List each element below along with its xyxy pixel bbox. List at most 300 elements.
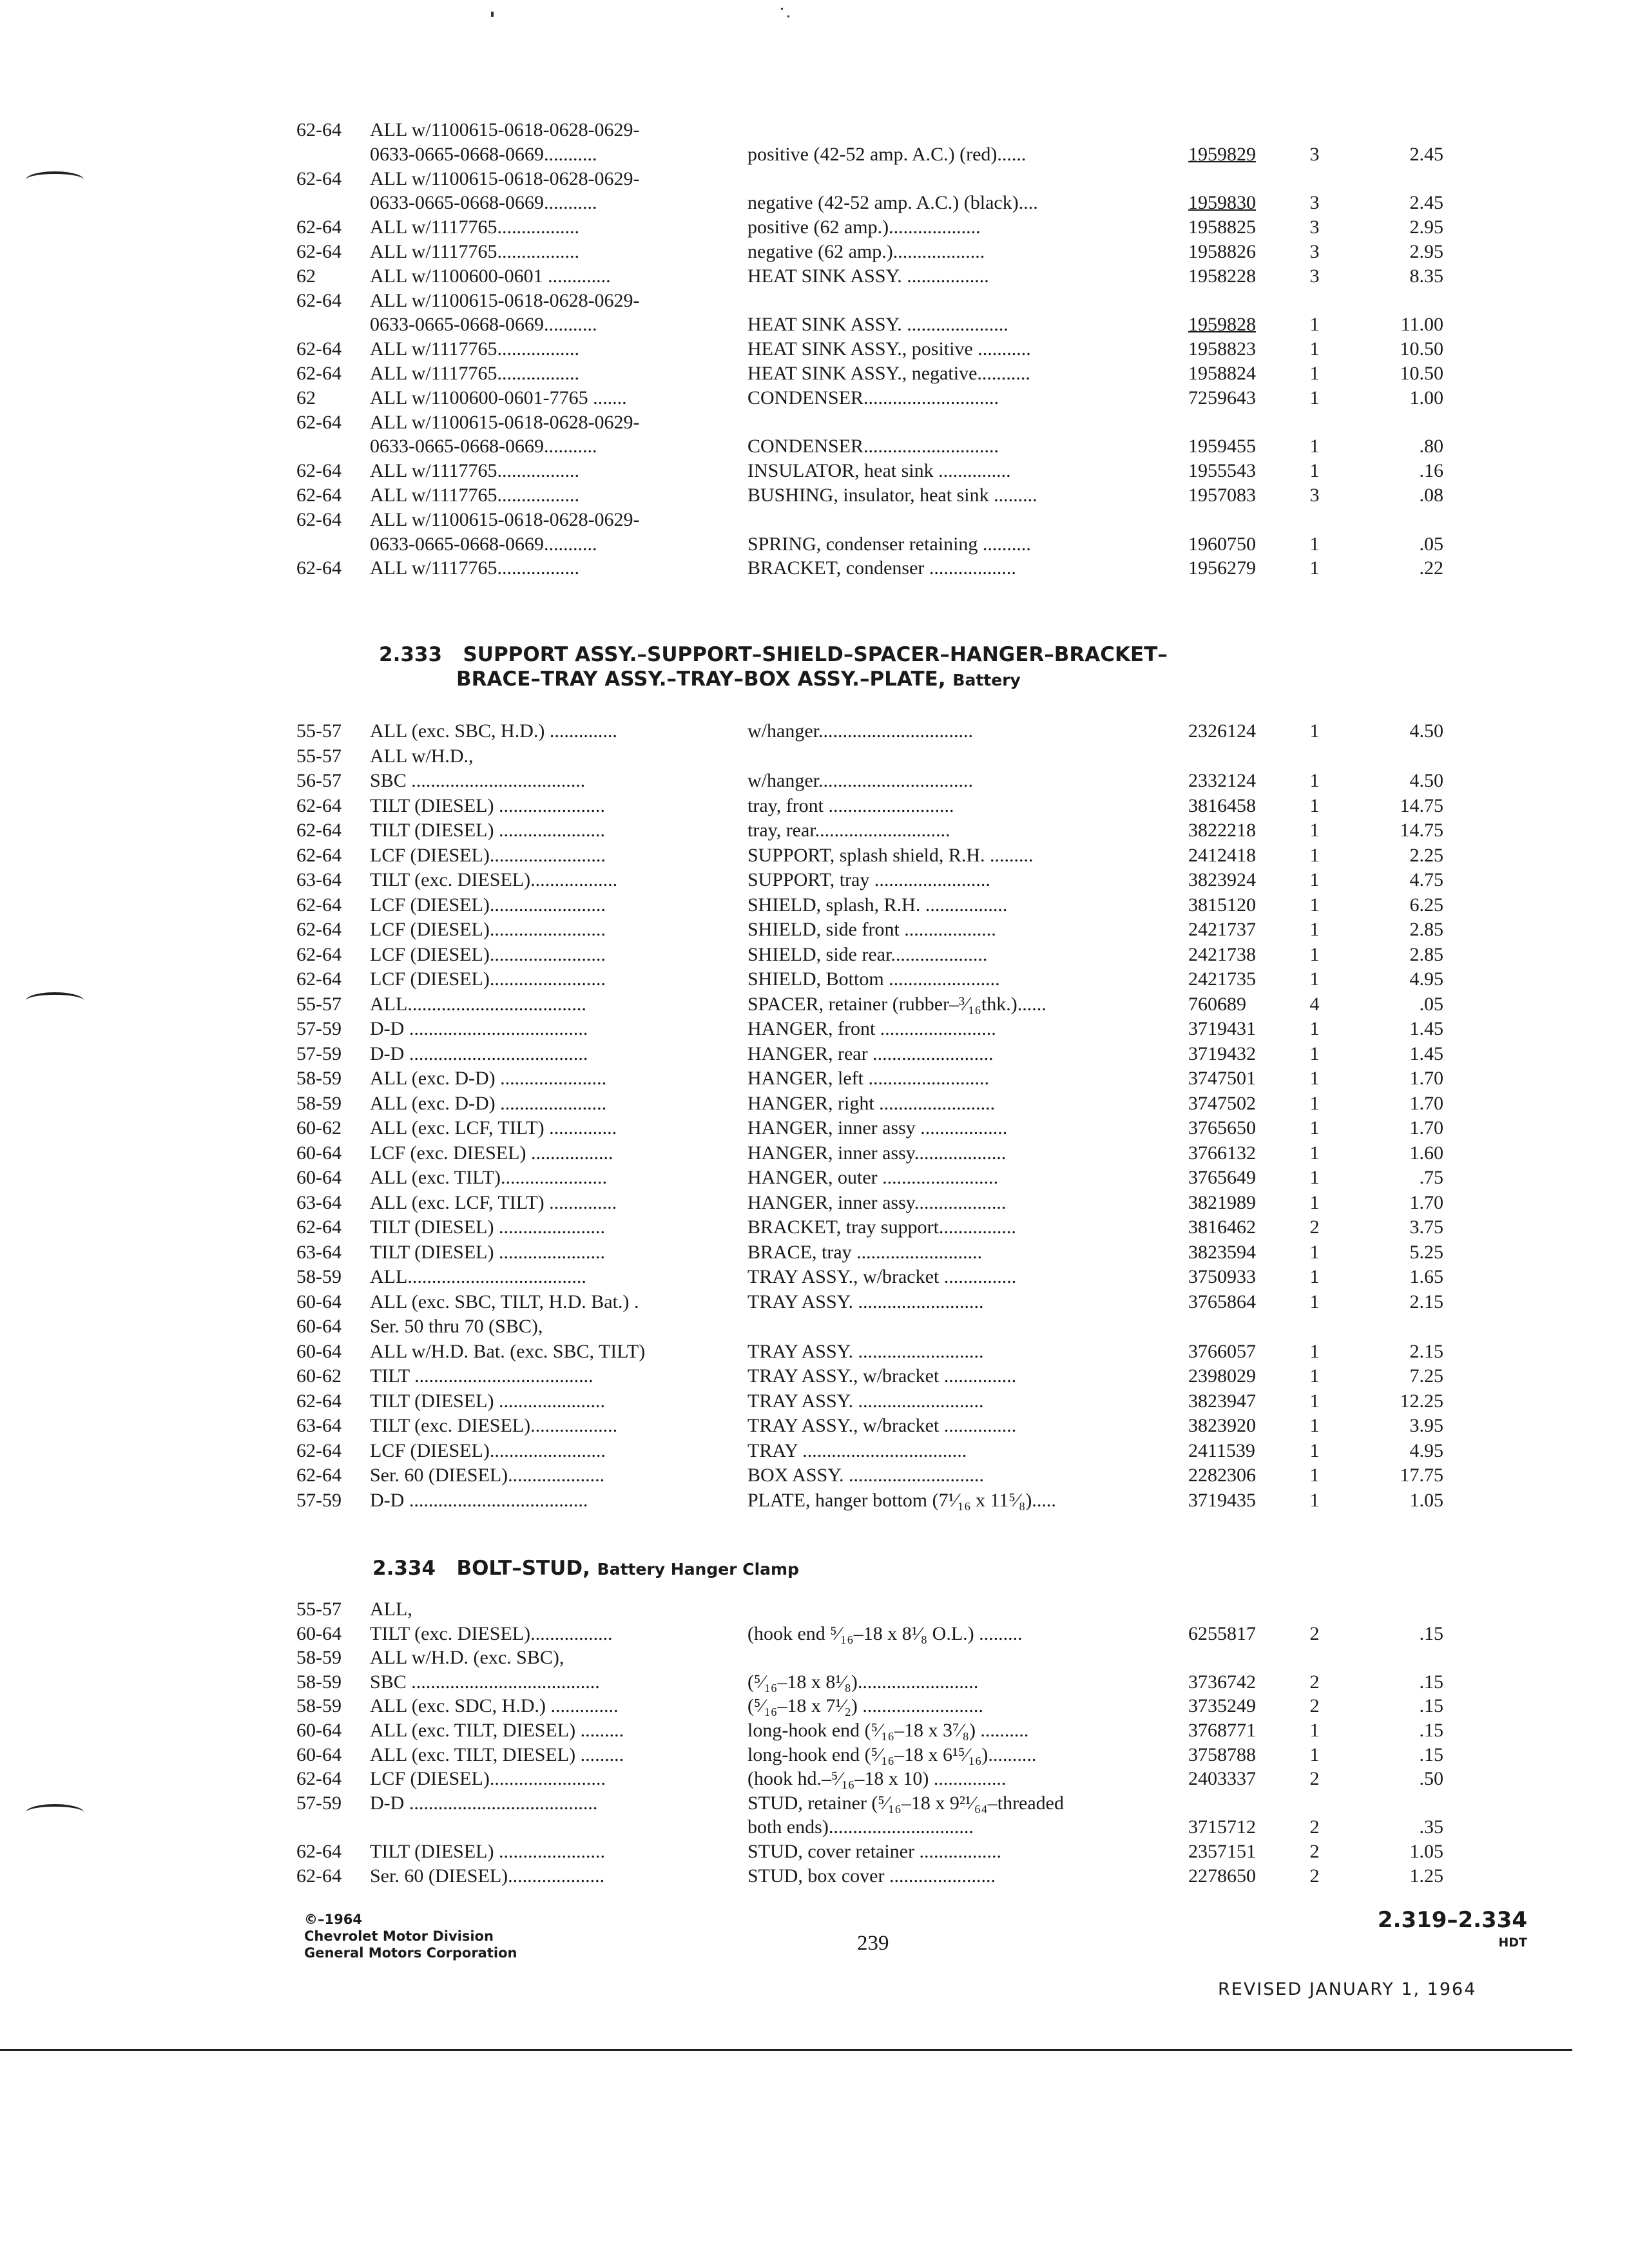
part-number: 3823920 [1188, 1415, 1256, 1436]
part-description: BRACKET, condenser .................. [747, 557, 1016, 579]
model-year: 60-64 [296, 1142, 342, 1164]
part-number: 3823594 [1188, 1241, 1256, 1263]
table-row [0, 744, 1629, 769]
model-year: 62-64 [296, 119, 342, 140]
table-row [0, 1115, 1629, 1141]
table-row [0, 1597, 1629, 1622]
table-row [0, 1814, 1629, 1840]
part-number: 1959830 [1188, 192, 1256, 214]
part-number: 1958228 [1188, 265, 1256, 287]
section-title-suffix: Battery Hanger Clamp [597, 1560, 799, 1579]
model-year: 55-57 [296, 745, 342, 767]
price: 4.75 [1409, 869, 1443, 890]
model-application: LCF (DIESEL)........................ [370, 919, 606, 940]
section-number: 2.333 [379, 643, 443, 666]
model-year: 62-64 [296, 338, 342, 360]
model-year: 63-64 [296, 869, 342, 890]
quantity: 3 [1309, 265, 1320, 287]
model-year: 63-64 [296, 1241, 342, 1263]
part-number: 3719432 [1188, 1043, 1256, 1064]
price: 2.45 [1409, 192, 1443, 214]
table-row [0, 1140, 1629, 1166]
model-application: SBC .................................... [370, 770, 586, 791]
quantity: 1 [1309, 820, 1320, 841]
part-number: 1959828 [1188, 314, 1256, 336]
section-range: 2.319–2.334 [1377, 1907, 1527, 1933]
table-row [0, 1438, 1629, 1464]
quantity: 1 [1309, 1489, 1320, 1511]
price: .15 [1419, 1744, 1443, 1765]
price: .50 [1419, 1768, 1443, 1790]
price: .05 [1419, 993, 1443, 1015]
model-year: 60-64 [296, 1744, 342, 1765]
part-description: both ends).............................. [747, 1816, 974, 1838]
part-description: BOX ASSY. ............................ [747, 1465, 985, 1486]
table-row [0, 117, 1629, 143]
quantity: 1 [1309, 1241, 1320, 1263]
quantity: 1 [1309, 720, 1320, 742]
price: 6.25 [1409, 894, 1443, 916]
part-number: 3816458 [1188, 794, 1256, 816]
part-number: 3822218 [1188, 820, 1256, 841]
part-description: STUD, cover retainer ................. [747, 1841, 1002, 1862]
table-row [0, 458, 1629, 484]
model-year: 62-64 [296, 241, 342, 262]
part-description: TRAY ASSY. .......................... [747, 1340, 984, 1362]
model-year: 60-64 [296, 1291, 342, 1312]
part-number: 2421738 [1188, 943, 1256, 965]
model-year: 57-59 [296, 1018, 342, 1039]
quantity: 1 [1309, 533, 1320, 555]
model-application: LCF (DIESEL)........................ [370, 894, 606, 916]
price: 3.75 [1409, 1216, 1443, 1238]
model-application: ALL..................................... [370, 993, 586, 1015]
price: 1.70 [1409, 1068, 1443, 1089]
model-application: ALL w/H.D. (exc. SBC), [370, 1647, 564, 1669]
table-row [0, 215, 1629, 240]
quantity: 3 [1309, 241, 1320, 262]
model-application: D-D ....................................... [370, 1792, 598, 1814]
table-row [0, 1240, 1629, 1265]
part-description: HEAT SINK ASSY., negative........... [747, 363, 1030, 384]
part-number: 3765650 [1188, 1117, 1256, 1139]
model-application: D-D ..................................... [370, 1489, 588, 1511]
model-application: 0633-0665-0668-0669........... [370, 436, 597, 457]
part-number: 1957083 [1188, 485, 1256, 506]
table-row [0, 966, 1629, 992]
table-row [0, 843, 1629, 869]
price: 1.00 [1409, 387, 1443, 408]
part-number: 3715712 [1188, 1816, 1256, 1838]
model-application: ALL w/1117765................. [370, 338, 579, 360]
scan-speck [781, 8, 783, 10]
quantity: 1 [1309, 1117, 1320, 1139]
price: 1.65 [1409, 1266, 1443, 1287]
table-row [0, 507, 1629, 533]
table-row [0, 190, 1629, 216]
quantity: 1 [1309, 363, 1320, 384]
model-application: ALL w/1100615-0618-0628-0629- [370, 289, 640, 311]
quantity: 1 [1309, 844, 1320, 866]
price: 1.60 [1409, 1142, 1443, 1164]
quantity: 2 [1309, 1622, 1320, 1644]
model-application: TILT (exc. DIESEL).................. [370, 1415, 618, 1436]
quantity: 1 [1309, 387, 1320, 408]
model-year: 62-64 [296, 1465, 342, 1486]
part-description: PLATE, hanger bottom (7¹⁄₁₆ x 11⁵⁄₈)..... [747, 1489, 1056, 1511]
part-number: 3768771 [1188, 1720, 1256, 1741]
model-application: TILT (DIESEL) ...................... [370, 1241, 605, 1263]
quantity: 1 [1309, 1720, 1320, 1741]
model-application: ALL w/1117765................. [370, 363, 579, 384]
quantity: 3 [1309, 192, 1320, 214]
table-row [0, 1314, 1629, 1340]
table-row [0, 1863, 1629, 1889]
model-year: 62-64 [296, 794, 342, 816]
table-row [0, 1488, 1629, 1514]
quantity: 1 [1309, 1018, 1320, 1039]
part-description: SHIELD, splash, R.H. ................. [747, 894, 1008, 916]
part-description: TRAY ASSY., w/bracket ............... [747, 1266, 1017, 1287]
model-year: 63-64 [296, 1415, 342, 1436]
table-row [0, 1718, 1629, 1744]
price: .22 [1419, 557, 1443, 579]
quantity: 1 [1309, 1266, 1320, 1287]
model-application: ALL w/1100615-0618-0628-0629- [370, 168, 640, 189]
copyright-text: ©–1964 [304, 1912, 362, 1927]
table-row [0, 1839, 1629, 1865]
part-number: 1958826 [1188, 241, 1256, 262]
part-description: TRAY ASSY. .......................... [747, 1390, 984, 1412]
price: 1.25 [1409, 1865, 1443, 1887]
table-row [0, 1066, 1629, 1091]
part-number: 3765864 [1188, 1291, 1256, 1312]
model-year: 55-57 [296, 1599, 342, 1620]
price: 8.35 [1409, 265, 1443, 287]
model-year: 62-64 [296, 968, 342, 990]
table-row [0, 1190, 1629, 1216]
table-row [0, 410, 1629, 436]
part-description: SHIELD, Bottom ....................... [747, 968, 1000, 990]
price: 2.85 [1409, 943, 1443, 965]
price: 1.70 [1409, 1092, 1443, 1114]
corporation-text: General Motors Corporation [304, 1945, 517, 1961]
model-year: 62 [296, 387, 316, 408]
model-year: 62-64 [296, 919, 342, 940]
quantity: 1 [1309, 1365, 1320, 1387]
model-application: ALL (exc. TILT, DIESEL) ......... [370, 1720, 624, 1741]
quantity: 2 [1309, 1671, 1320, 1693]
quantity: 1 [1309, 1340, 1320, 1362]
table-row [0, 288, 1629, 314]
model-year: 62-64 [296, 1841, 342, 1862]
price: 1.45 [1409, 1018, 1443, 1039]
price: 1.70 [1409, 1117, 1443, 1139]
quantity: 1 [1309, 1068, 1320, 1089]
price: 4.95 [1409, 1439, 1443, 1461]
part-number: 3766132 [1188, 1142, 1256, 1164]
part-description: BRACKET, tray support................ [747, 1216, 1016, 1238]
part-description: SUPPORT, splash shield, R.H. ......... [747, 844, 1034, 866]
quantity: 3 [1309, 485, 1320, 506]
model-application: ALL (exc. D-D) ...................... [370, 1092, 607, 1114]
price: 2.45 [1409, 143, 1443, 165]
table-row [0, 532, 1629, 557]
model-year: 62-64 [296, 844, 342, 866]
price: 11.00 [1400, 314, 1443, 336]
model-application: ALL..................................... [370, 1266, 586, 1287]
part-number: 3750933 [1188, 1266, 1256, 1287]
table-row [0, 142, 1629, 168]
model-year: 58-59 [296, 1647, 342, 1669]
price: 14.75 [1400, 794, 1443, 816]
part-description: TRAY ASSY., w/bracket ............... [747, 1365, 1017, 1387]
price: 3.95 [1409, 1415, 1443, 1436]
part-number: 1958823 [1188, 338, 1256, 360]
part-description: SHIELD, side rear.................... [747, 943, 988, 965]
table-row [0, 1165, 1629, 1191]
table-row [0, 1645, 1629, 1671]
section-title-suffix: Battery [952, 671, 1021, 689]
price: 2.15 [1409, 1340, 1443, 1362]
model-year: 58-59 [296, 1068, 342, 1089]
division-text: Chevrolet Motor Division [304, 1928, 494, 1944]
part-description: INSULATOR, heat sink ............... [747, 460, 1011, 482]
part-number: 1960750 [1188, 533, 1256, 555]
part-description: long-hook end (⁵⁄₁₆–18 x 3⁷⁄₈) .......... [747, 1720, 1029, 1741]
model-application: LCF (DIESEL)........................ [370, 844, 606, 866]
quantity: 1 [1309, 1439, 1320, 1461]
part-description: tray, front .......................... [747, 794, 954, 816]
table-row [0, 1215, 1629, 1240]
price: .15 [1419, 1720, 1443, 1741]
section-title-line2: BRACE–TRAY ASSY.–TRAY–BOX ASSY.–PLATE, [456, 668, 946, 691]
quantity: 1 [1309, 919, 1320, 940]
part-description: SPRING, condenser retaining .......... [747, 533, 1031, 555]
part-number: 2282306 [1188, 1465, 1256, 1486]
part-number: 760689 [1188, 993, 1246, 1015]
part-description: TRAY ASSY., w/bracket ............... [747, 1415, 1017, 1436]
table-row [0, 1766, 1629, 1792]
section-2334-title [372, 1555, 799, 1582]
quantity: 1 [1309, 460, 1320, 482]
part-description: HANGER, inner assy................... [747, 1191, 1007, 1213]
model-application: ALL, [370, 1599, 412, 1620]
model-year: 62-64 [296, 1439, 342, 1461]
model-year: 62-64 [296, 411, 342, 433]
part-number: 3821989 [1188, 1191, 1256, 1213]
table-row [0, 385, 1629, 411]
model-application: LCF (DIESEL)........................ [370, 1439, 606, 1461]
table-row [0, 917, 1629, 943]
part-description: BUSHING, insulator, heat sink ......... [747, 485, 1037, 506]
model-year: 57-59 [296, 1489, 342, 1511]
model-year: 58-59 [296, 1266, 342, 1287]
model-application: TILT (DIESEL) ...................... [370, 820, 605, 841]
price: .15 [1419, 1671, 1443, 1693]
table-row [0, 1669, 1629, 1695]
part-description: CONDENSER............................ [747, 436, 999, 457]
part-description: HANGER, inner assy................... [747, 1142, 1007, 1164]
model-year: 62-64 [296, 557, 342, 579]
part-number: 1958824 [1188, 363, 1256, 384]
model-year: 60-62 [296, 1365, 342, 1387]
part-description: long-hook end (⁵⁄₁₆–18 x 6¹⁵⁄₁₆).......... [747, 1744, 1037, 1765]
price: 4.50 [1409, 720, 1443, 742]
part-number: 2412418 [1188, 844, 1256, 866]
model-application: ALL w/1100615-0618-0628-0629- [370, 119, 640, 140]
price: 2.95 [1409, 216, 1443, 238]
part-description: HANGER, left ......................... [747, 1068, 989, 1089]
quantity: 1 [1309, 869, 1320, 890]
quantity: 3 [1309, 216, 1320, 238]
model-year: 62-64 [296, 485, 342, 506]
part-description: w/hanger................................ [747, 720, 973, 742]
model-application: ALL w/1117765................. [370, 460, 579, 482]
part-number: 3758788 [1188, 1744, 1256, 1765]
table-row [0, 1264, 1629, 1290]
part-number: 2411539 [1188, 1439, 1255, 1461]
part-number: 3719431 [1188, 1018, 1256, 1039]
table-row [0, 718, 1629, 744]
quantity: 1 [1309, 968, 1320, 990]
part-description: negative (42-52 amp. A.C.) (black).... [747, 192, 1038, 214]
model-application: ALL w/1100615-0618-0628-0629- [370, 508, 640, 530]
model-year: 62 [296, 265, 316, 287]
model-application: Ser. 60 (DIESEL).................... [370, 1465, 605, 1486]
part-number: 1959829 [1188, 143, 1256, 165]
model-year: 62-64 [296, 460, 342, 482]
price: .08 [1419, 485, 1443, 506]
part-description: (hook end ⁵⁄₁₆–18 x 8¹⁄₈ O.L.) ......... [747, 1622, 1023, 1644]
part-description: HEAT SINK ASSY. ................. [747, 265, 989, 287]
model-application: TILT (DIESEL) ...................... [370, 1841, 605, 1862]
part-description: positive (62 amp.)................... [747, 216, 981, 238]
quantity: 1 [1309, 794, 1320, 816]
model-year: 62-64 [296, 820, 342, 841]
price: 2.85 [1409, 919, 1443, 940]
quantity: 2 [1309, 1865, 1320, 1887]
part-number: 3747501 [1188, 1068, 1256, 1089]
page-bottom-rule [0, 2049, 1572, 2051]
model-application: TILT (DIESEL) ...................... [370, 794, 605, 816]
table-row [0, 992, 1629, 1017]
table-row [0, 867, 1629, 893]
page-number: 239 [857, 1932, 889, 1955]
part-number: 3736742 [1188, 1671, 1256, 1693]
table-row [0, 1742, 1629, 1768]
part-number: 3735249 [1188, 1695, 1256, 1717]
model-year: 57-59 [296, 1043, 342, 1064]
part-description: positive (42-52 amp. A.C.) (red)...... [747, 143, 1027, 165]
part-number: 1959455 [1188, 436, 1256, 457]
table-row [0, 312, 1629, 338]
model-application: ALL w/1117765................. [370, 485, 579, 506]
model-application: ALL (exc. SBC, H.D.) .............. [370, 720, 617, 742]
table-row [0, 1791, 1629, 1816]
table-row [0, 1463, 1629, 1488]
part-description: TRAY .................................. [747, 1439, 967, 1461]
table-row [0, 1389, 1629, 1414]
price: 4.95 [1409, 968, 1443, 990]
model-application: ALL (exc. SDC, H.D.) .............. [370, 1695, 619, 1717]
model-application: 0633-0665-0668-0669........... [370, 314, 597, 336]
model-application: ALL w/H.D., [370, 745, 474, 767]
price: .80 [1419, 436, 1443, 457]
part-number: 2421737 [1188, 919, 1256, 940]
table-row [0, 239, 1629, 265]
section-2333-title-line2 [456, 666, 1021, 693]
part-description: BRACE, tray .......................... [747, 1241, 983, 1263]
model-year: 57-59 [296, 1792, 342, 1814]
table-row [0, 892, 1629, 918]
model-application: ALL w/1100600-0601 ............. [370, 265, 611, 287]
model-year: 62-64 [296, 1865, 342, 1887]
model-year: 60-64 [296, 1167, 342, 1188]
model-year: 62-64 [296, 1390, 342, 1412]
quantity: 2 [1309, 1816, 1320, 1838]
model-application: ALL (exc. D-D) ...................... [370, 1068, 607, 1089]
model-year: 63-64 [296, 1191, 342, 1213]
price: 7.25 [1409, 1365, 1443, 1387]
model-application: ALL w/1117765................. [370, 216, 579, 238]
model-year: 55-57 [296, 720, 342, 742]
part-description: HANGER, outer ........................ [747, 1167, 999, 1188]
price: 2.15 [1409, 1291, 1443, 1312]
quantity: 1 [1309, 1465, 1320, 1486]
price: 2.95 [1409, 241, 1443, 262]
table-row [0, 942, 1629, 968]
table-row [0, 1693, 1629, 1719]
quantity: 1 [1309, 1415, 1320, 1436]
model-year: 62-64 [296, 363, 342, 384]
part-description: STUD, box cover ...................... [747, 1865, 996, 1887]
part-number: 3766057 [1188, 1340, 1256, 1362]
model-year: 58-59 [296, 1671, 342, 1693]
model-application: ALL w/1100600-0601-7765 ....... [370, 387, 627, 408]
model-year: 62-64 [296, 168, 342, 189]
quantity: 1 [1309, 314, 1320, 336]
table-row [0, 1041, 1629, 1067]
quantity: 1 [1309, 943, 1320, 965]
model-year: 60-64 [296, 1316, 342, 1337]
price: .15 [1419, 1695, 1443, 1717]
section-number: 2.334 [372, 1557, 436, 1580]
model-application: SBC ....................................... [370, 1671, 600, 1693]
part-number: 3815120 [1188, 894, 1256, 916]
model-year: 62-64 [296, 508, 342, 530]
part-description: TRAY ASSY. .......................... [747, 1291, 984, 1312]
section-title-text: BOLT–STUD, [456, 1557, 590, 1580]
model-application: LCF (DIESEL)........................ [370, 968, 606, 990]
model-application: ALL w/1100615-0618-0628-0629- [370, 411, 640, 433]
model-year: 62-64 [296, 1216, 342, 1238]
model-year: 60-64 [296, 1720, 342, 1741]
model-year: 62-64 [296, 216, 342, 238]
model-application: ALL (exc. LCF, TILT) .............. [370, 1117, 617, 1139]
model-application: 0633-0665-0668-0669........... [370, 533, 597, 555]
model-application: TILT (DIESEL) ...................... [370, 1390, 605, 1412]
quantity: 1 [1309, 894, 1320, 916]
model-year: 62-64 [296, 289, 342, 311]
model-application: Ser. 50 thru 70 (SBC), [370, 1316, 543, 1337]
model-application: 0633-0665-0668-0669........... [370, 192, 597, 214]
price: .15 [1419, 1622, 1443, 1644]
table-row [0, 1091, 1629, 1117]
quantity: 1 [1309, 1744, 1320, 1765]
part-number: 1958825 [1188, 216, 1256, 238]
table-row [0, 793, 1629, 819]
